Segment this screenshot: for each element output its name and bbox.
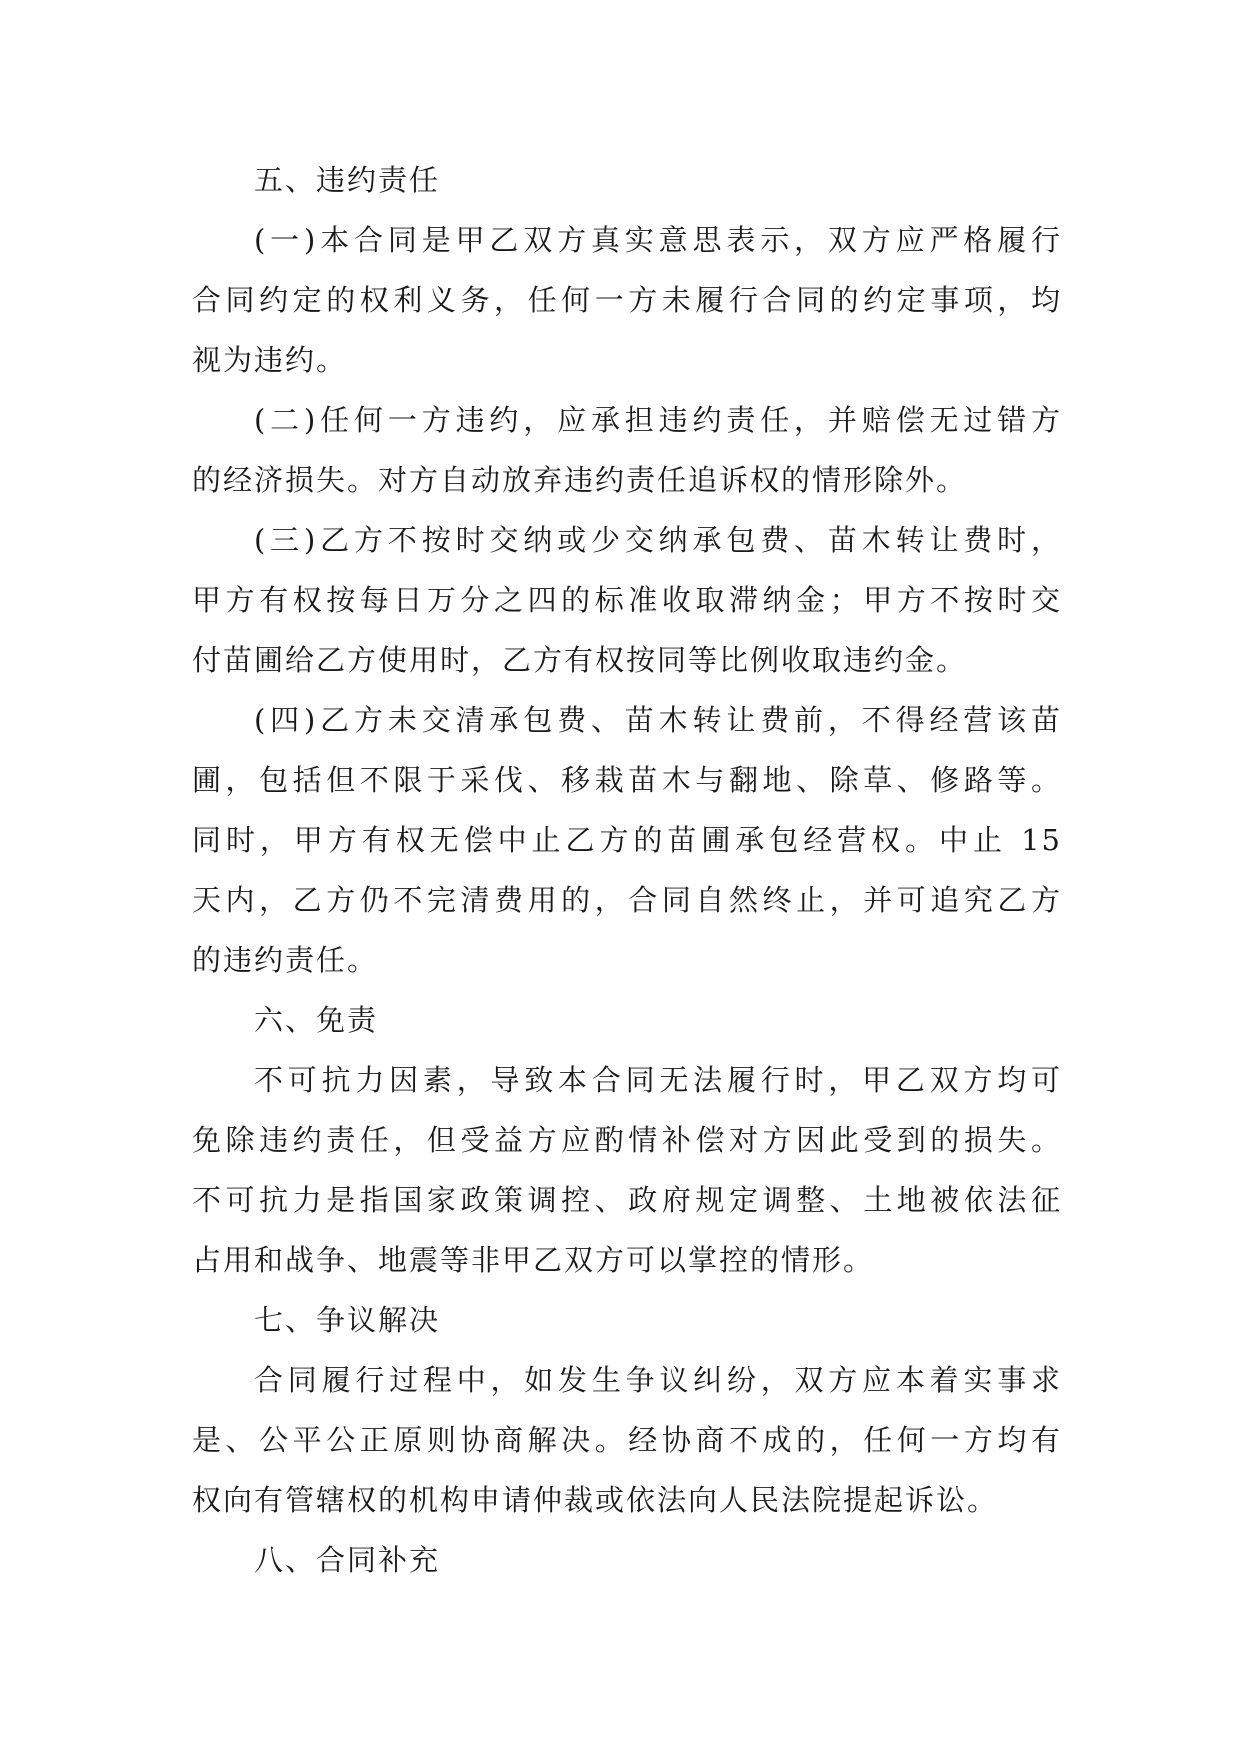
paragraph-line: 甲方有权按每日万分之四的标准收取滞纳金；甲方不按时交 [192, 583, 1062, 617]
paragraph-line: 是、公平公正原则协商解决。经协商不成的，任何一方均有 [192, 1423, 1062, 1457]
paragraph-line: 同时，甲方有权无偿中止乙方的苗圃承包经营权。中止 15 [192, 823, 1062, 857]
section-heading-breach-liability: 五、违约责任 [254, 163, 441, 197]
paragraph-line: 不可抗力因素，导致本合同无法履行时，甲乙双方均可 [254, 1063, 1062, 1097]
paragraph-line: 合同约定的权利义务，任何一方未履行合同的约定事项，均 [192, 283, 1062, 317]
section-heading-exemption: 六、免责 [254, 1003, 379, 1037]
paragraph-line: 不可抗力是指国家政策调控、政府规定调整、土地被依法征 [192, 1183, 1062, 1217]
paragraph-line: 合同履行过程中，如发生争议纠纷，双方应本着实事求 [254, 1363, 1062, 1397]
paragraph-line: 天内，乙方仍不完清费用的，合同自然终止，并可追究乙方 [192, 883, 1062, 917]
paragraph-line: 权向有管辖权的机构申请仲裁或依法向人民法院提起诉讼。 [192, 1483, 999, 1517]
paragraph-line: 免除违约责任，但受益方应酌情补偿对方因此受到的损失。 [192, 1123, 1062, 1157]
section-heading-contract-supplement: 八、合同补充 [254, 1543, 441, 1577]
paragraph-line: 视为违约。 [192, 343, 348, 377]
paragraph-line: (一)本合同是甲乙双方真实意思表示，双方应严格履行 [254, 223, 1062, 257]
paragraph-line: (三)乙方不按时交纳或少交纳承包费、苗木转让费时， [254, 523, 1062, 557]
paragraph-line: 占用和战争、地震等非甲乙双方可以掌控的情形。 [192, 1243, 875, 1277]
section-heading-dispute-resolution: 七、争议解决 [254, 1303, 441, 1337]
paragraph-line: 圃，包括但不限于采伐、移栽苗木与翻地、除草、修路等。 [192, 763, 1062, 797]
paragraph-line: 的违约责任。 [192, 943, 379, 977]
paragraph-line: (四)乙方未交清承包费、苗木转让费前，不得经营该苗 [254, 703, 1062, 737]
paragraph-line: (二)任何一方违约，应承担违约责任，并赔偿无过错方 [254, 403, 1062, 437]
paragraph-line: 的经济损失。对方自动放弃违约责任追诉权的情形除外。 [192, 463, 968, 497]
paragraph-line: 付苗圃给乙方使用时，乙方有权按同等比例收取违约金。 [192, 643, 968, 677]
document-body [192, 150, 1062, 1590]
